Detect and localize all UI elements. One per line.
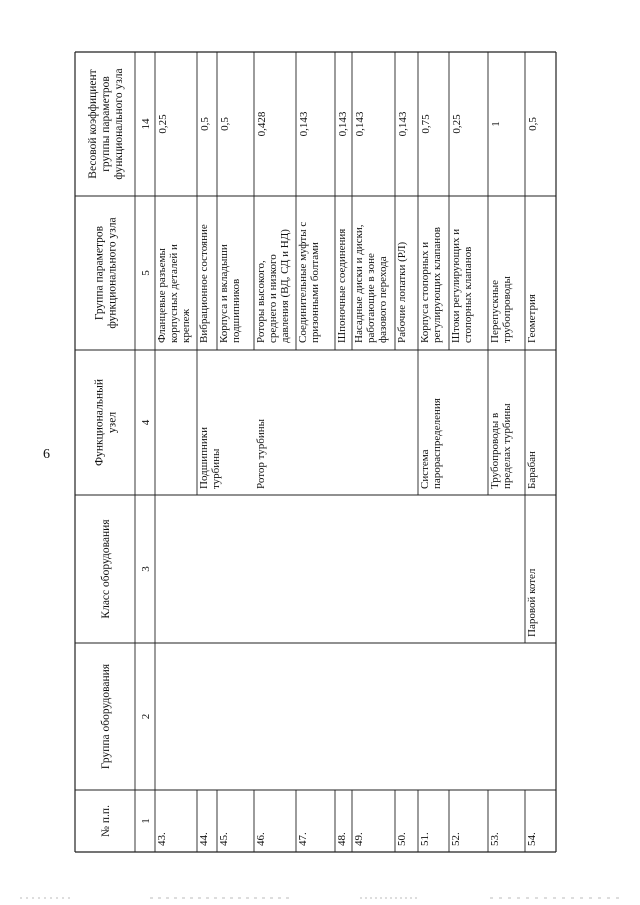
weight-coefficient: 0,143 — [337, 111, 349, 137]
column-number: 5 — [140, 270, 152, 276]
parameter-group: Штоки регулирующих и — [450, 228, 462, 343]
header-cell: Класс оборудования — [100, 519, 112, 619]
weight-coefficient: 1 — [490, 121, 502, 127]
weight-coefficient: 0,143 — [298, 111, 310, 137]
parameter-group: Рабочие лопатки (РЛ) — [396, 241, 408, 343]
parameter-group: Соединительные муфты с — [297, 221, 309, 343]
weight-coefficient: 0,5 — [199, 117, 211, 131]
row-number: 43. — [156, 832, 168, 846]
row-number: 52. — [450, 832, 462, 846]
parameter-group: среднего и низкого — [267, 254, 279, 343]
parameter-group: корпусных деталей и — [168, 244, 180, 343]
equipment-class: Паровой котел — [526, 568, 538, 637]
parameter-group: стопорных клапанов — [462, 246, 474, 343]
parameter-group: Вибрационное состояние — [198, 224, 210, 343]
scan-artifacts — [0, 895, 640, 901]
parameter-group: Фланцевые разъемы — [156, 248, 168, 343]
parameter-group: Корпуса стопорных и — [419, 241, 431, 343]
header-cell: Функциональный — [93, 378, 106, 467]
header-cell: Весовой коэффициент — [87, 69, 99, 179]
column-number: 3 — [140, 566, 152, 572]
row-number: 44. — [198, 832, 210, 846]
functional-node: Система — [419, 449, 431, 489]
row-number: 54. — [526, 832, 538, 846]
parameter-group: Перепускные — [489, 280, 501, 343]
row-number: 47. — [297, 832, 309, 846]
weight-coefficient: 0,5 — [527, 117, 539, 131]
functional-node: Подшипники — [198, 427, 210, 489]
weight-coefficient: 0,5 — [219, 117, 231, 131]
header-cell: узел — [106, 411, 119, 434]
column-number: 2 — [140, 713, 152, 720]
row-number: 48. — [336, 832, 348, 846]
parameter-group: регулирующих клапанов — [431, 227, 443, 343]
functional-node: Барабан — [526, 451, 538, 489]
parameter-group: призонными болтами — [309, 242, 321, 343]
parameter-group: давления (ВД, СД и НД) — [279, 229, 291, 343]
functional-node: Трубопроводы в — [489, 412, 501, 489]
parameter-group: крепеж — [180, 308, 192, 343]
functional-node: пределах турбины — [501, 403, 513, 489]
weight-coefficient: 0,25 — [451, 114, 463, 134]
row-number: 49. — [353, 832, 365, 846]
header-cell: № п.п. — [100, 805, 112, 837]
header-cell: группы параметров — [100, 76, 112, 172]
weight-coefficient: 0,143 — [354, 111, 366, 137]
table-grid — [75, 52, 556, 852]
row-number: 46. — [255, 832, 267, 846]
parameter-group: фазового перехода — [377, 256, 389, 343]
row-number: 45. — [218, 832, 230, 846]
parameter-group: подшипников — [230, 278, 242, 343]
row-number: 53. — [489, 832, 501, 846]
row-number: 51. — [419, 832, 431, 846]
header-cell: функционального узла — [106, 217, 119, 329]
header-cell: Группа параметров — [93, 225, 106, 321]
weight-coefficient: 0,143 — [397, 111, 409, 137]
parameter-group: Роторы высокого, — [255, 260, 267, 343]
parameter-group: трубопроводы — [501, 276, 513, 343]
parameter-group: Насадные диски и диски, — [353, 224, 365, 343]
weight-coefficient: 0,75 — [420, 114, 432, 134]
functional-node: турбины — [210, 448, 222, 489]
parameter-group: Шпоночные соединения — [336, 228, 348, 343]
column-number: 1 — [140, 818, 152, 824]
row-number: 50. — [396, 832, 408, 846]
parameter-group: работающие в зоне — [365, 253, 377, 343]
header-cell: Группа оборудования — [100, 663, 112, 770]
functional-node: Ротор турбины — [255, 418, 267, 489]
header-cell: функционального узла — [113, 68, 125, 180]
parameter-group: Корпуса и вкладыши — [218, 244, 230, 343]
functional-node: парораспределения — [431, 398, 443, 489]
weight-coefficient: 0,25 — [157, 114, 169, 134]
weight-coefficient: 0,428 — [256, 111, 268, 137]
parameter-group: Геометрия — [526, 294, 538, 343]
column-number: 14 — [140, 118, 152, 130]
column-number: 4 — [140, 419, 152, 426]
page-number: 6 — [43, 447, 50, 462]
